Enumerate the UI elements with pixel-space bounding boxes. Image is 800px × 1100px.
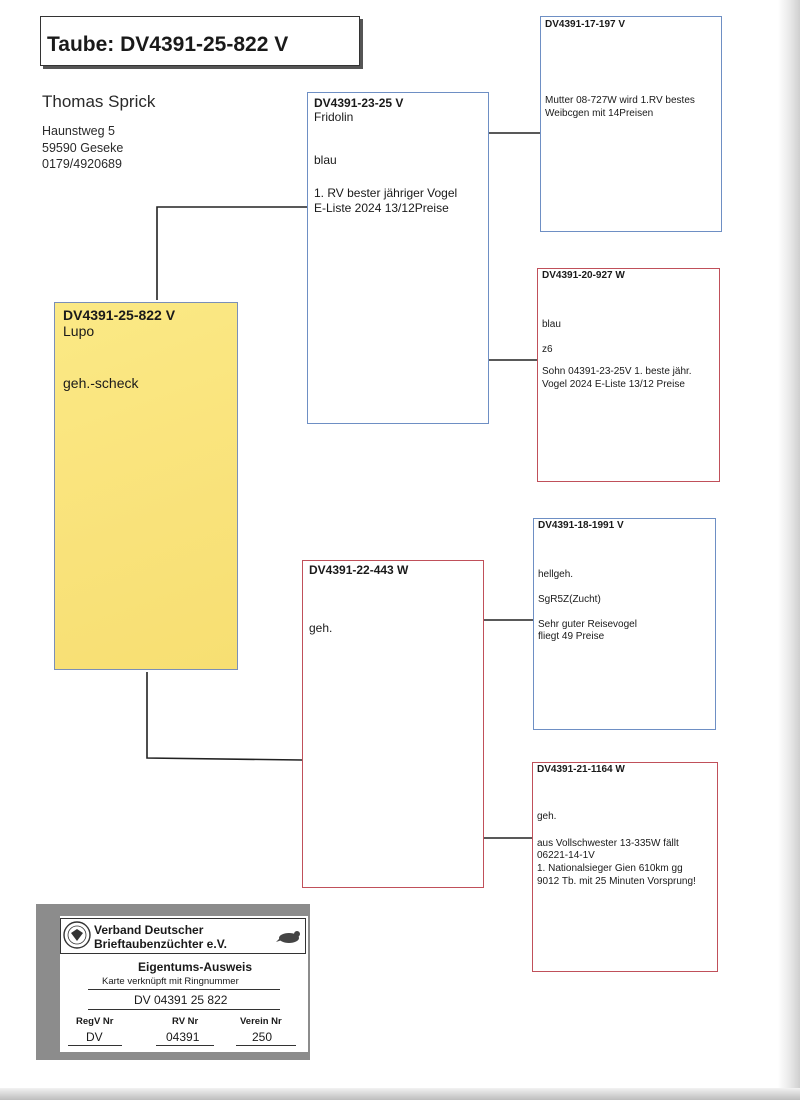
association-name-1: Verband Deutscher — [94, 923, 204, 937]
mm-color: geh. — [537, 811, 557, 822]
divider — [88, 1009, 280, 1010]
subject-card — [54, 302, 238, 670]
mother-ring: DV4391-22-443 W — [309, 563, 409, 577]
ownership-card — [36, 904, 310, 1060]
ff-ring: DV4391-17-197 V — [545, 19, 626, 30]
mf-ring: DV4391-18-1991 V — [538, 520, 624, 531]
mm-ring: DV4391-21-1164 W — [537, 764, 625, 775]
pigeon-icon — [276, 926, 302, 946]
fm-note-1: Sohn 04391-23-25V 1. beste jähr. — [542, 366, 692, 377]
mf-color: hellgeh. — [538, 569, 574, 580]
father-note-2: E-Liste 2024 13/12Preise — [314, 201, 449, 215]
mm-note-1: aus Vollschwester 13-335W fällt — [537, 838, 679, 849]
subject-name: Lupo — [63, 323, 95, 339]
owner-name: Thomas Sprick — [42, 92, 156, 111]
mf-note-1: Sehr guter Reisevogel — [538, 619, 637, 630]
fm-card — [537, 268, 720, 482]
doc-title: Eigentums-Ausweis — [138, 960, 253, 974]
doc-subtitle: Karte verknüpft mit Ringnummer — [102, 976, 239, 987]
mm-note-3: 1. Nationalsieger Gien 610km gg — [537, 863, 683, 874]
owner-phone: 0179/4920689 — [42, 157, 122, 171]
subject-color: geh.-scheck — [63, 375, 139, 391]
rv-value: 04391 — [166, 1030, 200, 1044]
fm-extra: z6 — [542, 344, 553, 355]
fm-ring: DV4391-20-927 W — [542, 270, 625, 281]
fm-color: blau — [542, 319, 561, 330]
mf-note-2: fliegt 49 Preise — [538, 631, 605, 642]
father-note-1: 1. RV bester jähriger Vogel — [314, 186, 458, 200]
owner-city: 59590 Geseke — [42, 141, 124, 155]
father-card — [307, 92, 489, 424]
ff-note-1: Mutter 08-727W wird 1.RV bestes — [545, 95, 695, 106]
owner-street: Haunstweg 5 — [42, 124, 115, 138]
association-name-2: Brieftaubenzüchter e.V. — [94, 937, 227, 951]
regv-label: RegV Nr — [76, 1016, 114, 1027]
rv-label: RV Nr — [172, 1016, 199, 1027]
ring-value: DV 04391 25 822 — [134, 993, 228, 1007]
mother-color: geh. — [309, 621, 333, 635]
verein-label: Verein Nr — [240, 1016, 282, 1027]
ff-note-2: Weibcgen mit 14Preisen — [545, 108, 654, 119]
underline — [236, 1045, 296, 1046]
divider — [88, 989, 280, 990]
mf-extra: SgR5Z(Zucht) — [538, 594, 601, 605]
ff-card — [540, 16, 722, 232]
mf-card — [533, 518, 716, 730]
ownership-card-inner — [60, 916, 308, 1052]
regv-value: DV — [86, 1030, 103, 1044]
mm-card — [532, 762, 718, 972]
mm-note-2: 06221-14-1V — [537, 850, 595, 861]
scan-edge — [778, 0, 800, 1100]
underline — [68, 1045, 122, 1046]
underline — [156, 1045, 214, 1046]
fm-note-2: Vogel 2024 E-Liste 13/12 Preise — [542, 379, 685, 390]
father-name: Fridolin — [314, 110, 354, 124]
subject-ring: DV4391-25-822 V — [63, 307, 176, 323]
father-ring: DV4391-23-25 V — [314, 96, 404, 110]
father-color: blau — [314, 153, 337, 167]
mm-note-4: 9012 Tb. mit 25 Minuten Vorsprung! — [537, 876, 696, 887]
mother-card — [302, 560, 484, 888]
verein-value: 250 — [252, 1030, 273, 1044]
title-box — [40, 16, 360, 66]
scan-edge-bottom — [0, 1088, 800, 1100]
page-title: Taube: DV4391-25-822 V — [47, 33, 289, 56]
